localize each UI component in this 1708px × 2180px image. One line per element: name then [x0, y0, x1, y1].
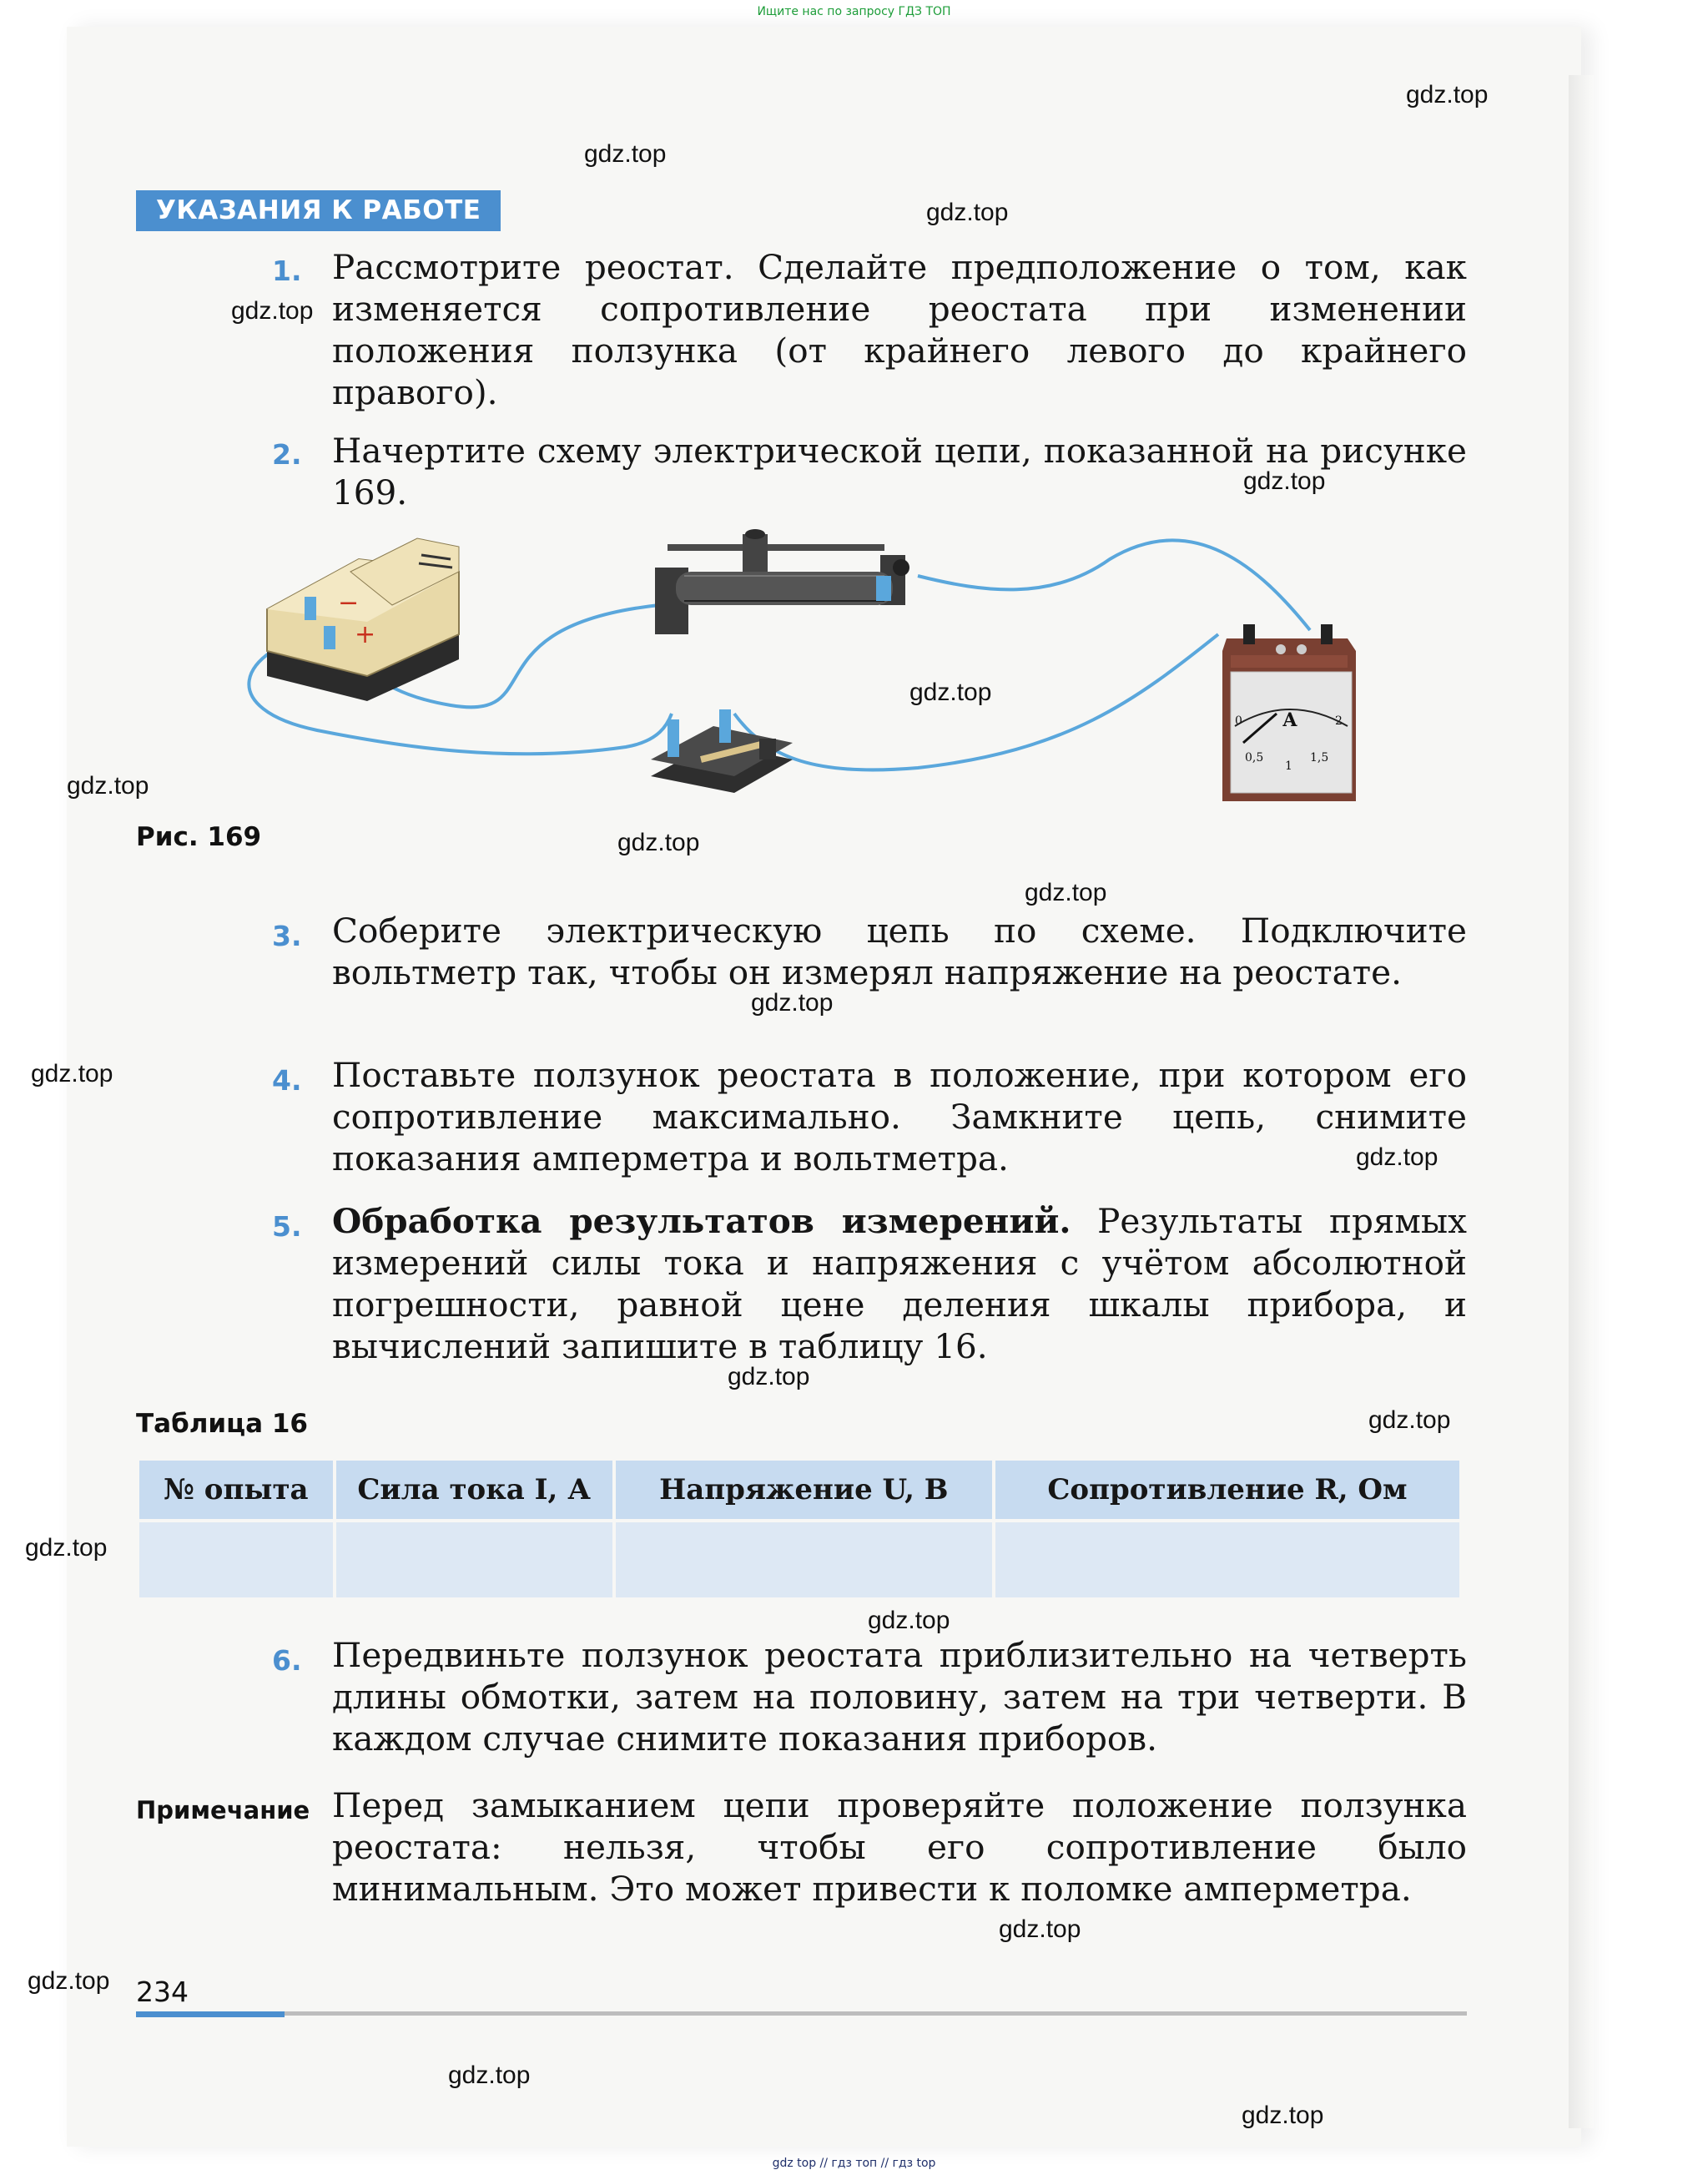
ammeter-scale-1: 1 [1285, 759, 1292, 773]
table-caption: Таблица 16 [136, 1409, 308, 1439]
step-text-3: Соберите электрическую цепь по схеме. Подключите вольтметр так, чтобы он измерял напряжение на реостате. [332, 911, 1467, 992]
ammeter-scale-1-5: 1,5 [1310, 751, 1329, 765]
table-cell [139, 1519, 333, 1597]
switch [651, 709, 793, 793]
wire-rheostat-to-ammeter [918, 540, 1310, 630]
watermark: gdz.top [1356, 1143, 1438, 1171]
watermark: gdz.top [1368, 1406, 1451, 1434]
step-number-5: 5. [272, 1210, 302, 1243]
page-edge-shadow [1569, 75, 1594, 2128]
step-number-4: 4. [272, 1064, 302, 1097]
step-number-6: 6. [272, 1644, 302, 1677]
watermark: gdz.top [868, 1607, 950, 1634]
table-header-current: Сила тока I, А [336, 1461, 612, 1519]
table-row [139, 1519, 1459, 1597]
page-number: 234 [136, 1976, 189, 2008]
step-text-1: Рассмотрите реостат. Сделайте предположение о том, как изменяется сопротивление реостата при изменении положения ползунка (от крайнего левого до крайнего правого). [332, 247, 1467, 412]
table-header-row [139, 1461, 1459, 1519]
battery-minus: − [338, 588, 360, 618]
step-text-6: Передвиньте ползунок реостата приблизительно на четверть длины обмотки, затем на половину, затем на три четверти. В каждом случае снимите показания приборов. [332, 1635, 1467, 1759]
site-header[interactable]: Ищите нас по запросу ГДЗ ТОП [757, 5, 951, 18]
watermark: gdz.top [909, 679, 992, 706]
footer-accent-bar [136, 2011, 285, 2017]
watermark: gdz.top [448, 2061, 531, 2089]
step-text-5 [332, 1200, 1467, 1367]
note-text: Перед замыканием цепи проверяйте положение ползунка реостата: нельзя, чтобы его сопротивление было минимальным. Это может привести к поломке амперметра. [332, 1785, 1467, 1909]
ammeter [1222, 624, 1356, 801]
watermark: gdz.top [31, 1060, 113, 1087]
watermark: gdz.top [728, 1363, 810, 1390]
watermark: gdz.top [28, 1967, 110, 1995]
section-heading: УКАЗАНИЯ К РАБОТЕ [136, 190, 501, 231]
watermark: gdz.top [999, 1915, 1081, 1943]
watermark: gdz.top [584, 140, 667, 168]
note-label: Примечание [136, 1796, 310, 1824]
watermark: gdz.top [67, 772, 149, 800]
power-source [267, 538, 459, 701]
step-number-2: 2. [272, 438, 302, 471]
step-number-3: 3. [272, 920, 302, 952]
footer-rule [136, 2011, 1467, 2016]
table-cell [336, 1519, 612, 1597]
results-table [136, 1461, 1463, 1597]
ammeter-scale-0-5: 0,5 [1245, 751, 1264, 765]
watermark: gdz.top [1242, 2102, 1324, 2129]
watermark: gdz.top [1243, 467, 1326, 495]
watermark: gdz.top [25, 1534, 108, 1562]
table-header-voltage: Напряжение U, В [616, 1461, 992, 1519]
battery-plus: + [355, 620, 376, 649]
step-text-2: Начертите схему электрической цепи, показанной на рисунке 169. [332, 431, 1467, 512]
site-footer[interactable]: gdz top // гдз топ // гдз top [772, 2157, 936, 2170]
table-cell [616, 1519, 992, 1597]
table-header-resistance: Сопротивление R, Ом [995, 1461, 1459, 1519]
watermark: gdz.top [617, 829, 700, 856]
step-number-1: 1. [272, 255, 302, 287]
step-5-body: Результаты прямых измерений силы тока и напряжения с учётом абсолютной погрешности, равной цене деления шкалы прибора, и вычислений запишите в таблицу 16. [332, 1201, 1467, 1366]
ammeter-scale-0: 0 [1235, 714, 1242, 728]
watermark: gdz.top [751, 989, 834, 1017]
watermark: gdz.top [1025, 879, 1107, 906]
rheostat [655, 529, 909, 634]
table-header-experiment: № опыта [139, 1461, 333, 1519]
figure-caption: Рис. 169 [136, 822, 262, 852]
table-cell [995, 1519, 1459, 1597]
step-text-4: Поставьте ползунок реостата в положение, при котором его сопротивление максимально. Замкните цепь, снимите показания амперметра и вольтметра. [332, 1055, 1467, 1178]
ammeter-letter: А [1282, 709, 1297, 731]
watermark: gdz.top [1406, 81, 1489, 108]
ammeter-scale-2: 2 [1335, 714, 1343, 728]
step-5-bold-title: Обработка результатов измерений. [332, 1201, 1071, 1241]
circuit-figure [234, 526, 1402, 835]
watermark: gdz.top [926, 199, 1009, 226]
watermark: gdz.top [231, 297, 314, 325]
